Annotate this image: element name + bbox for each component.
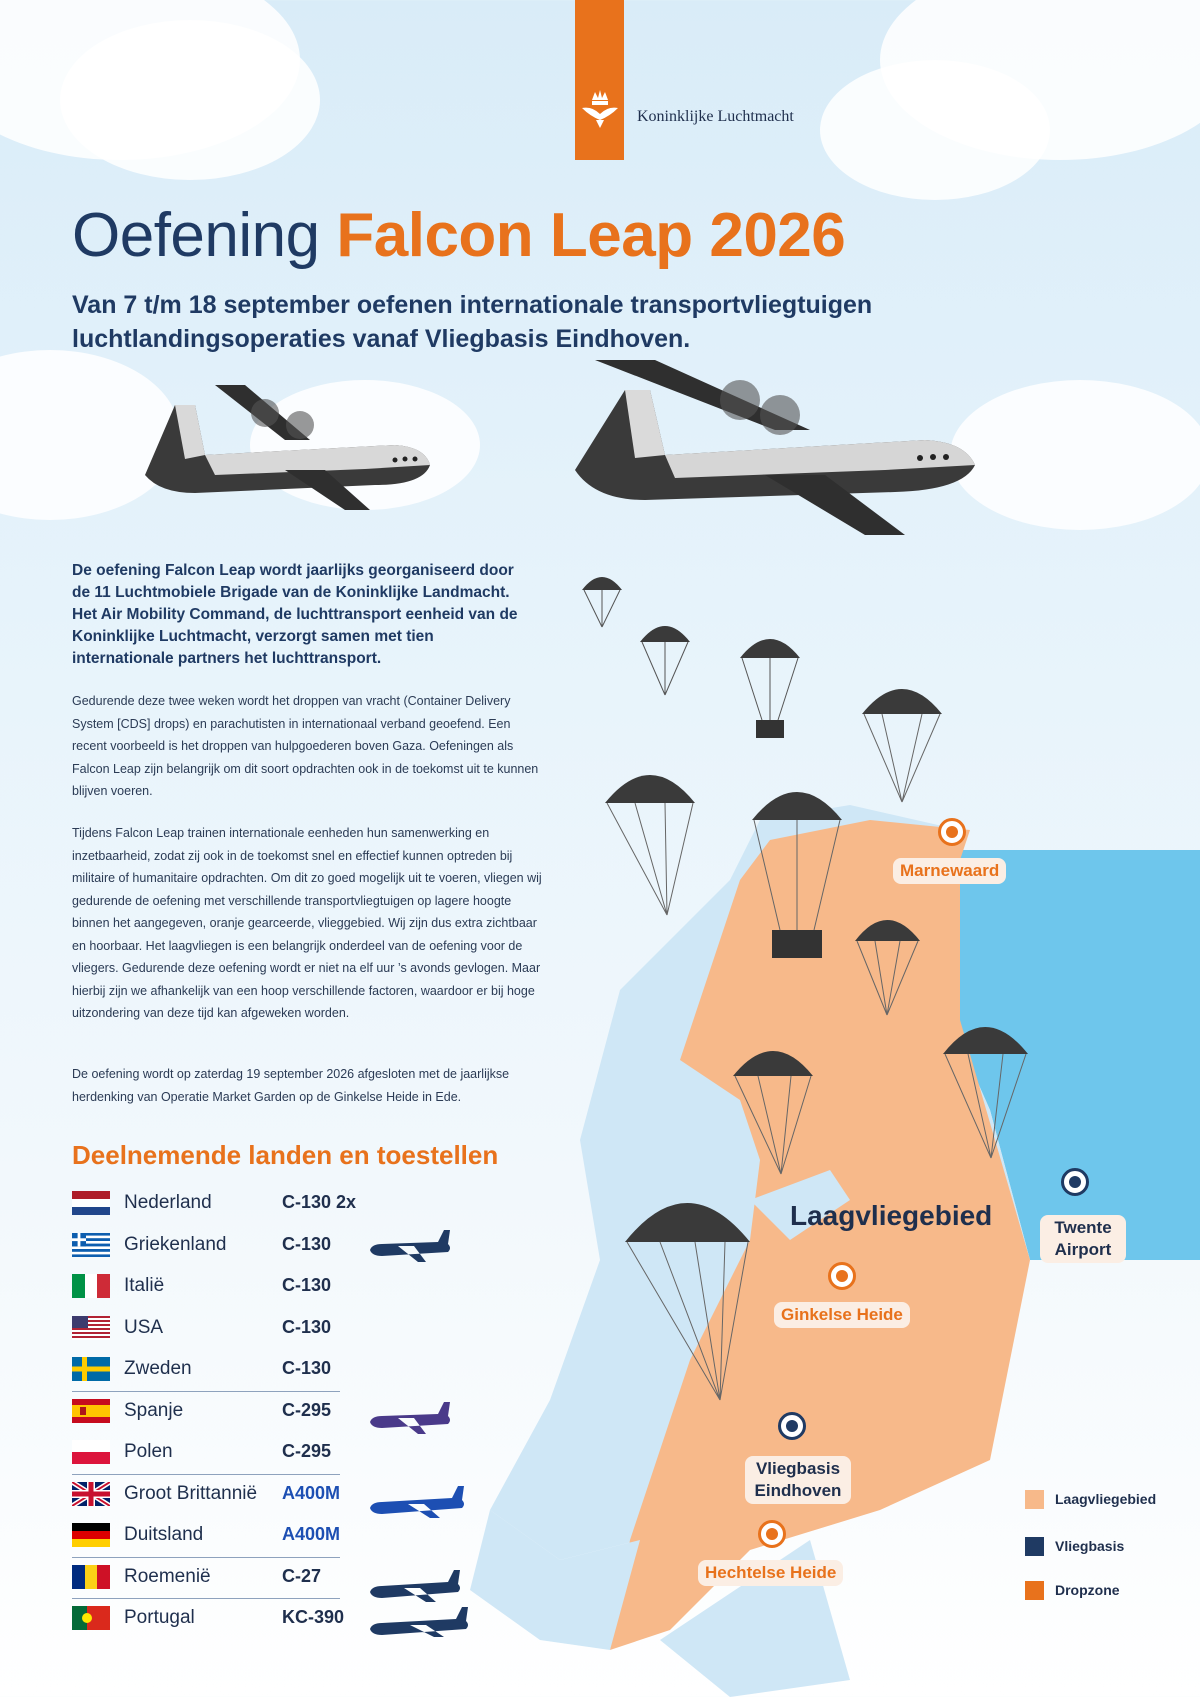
country-row	[72, 1307, 372, 1349]
flag-it-icon	[72, 1274, 110, 1298]
cloud	[820, 60, 1050, 200]
aircraft-type: C-130	[282, 1358, 332, 1378]
dropzone-marker	[758, 1520, 786, 1548]
c130-aircraft-illustration	[135, 385, 435, 515]
body-paragraph-1: Gedurende deze twee weken wordt het droppen van vracht (Container Delivery System [CDS] drops) en parachutisten in internationaal verband geoefend. Een recent voorbeeld is het droppen van hulpgoederen boven Gaza. Oefeningen als Falcon Leap zijn belangrijk om dit soort opdrachten ook in de toekomst uit te kunnen blijven voeren.	[72, 694, 539, 798]
a400m-silhouette-icon	[368, 1484, 468, 1520]
place-ginkelse-heide: Ginkelse Heide	[774, 1302, 910, 1328]
aircraft-type: C-295	[282, 1441, 332, 1461]
country-name: Roemenië	[124, 1565, 211, 1587]
parachute-illustration	[625, 1190, 750, 1410]
flag-us-icon	[72, 1316, 110, 1340]
place-vliegbasis-eindhoven: Vliegbasis Eindhoven	[745, 1456, 851, 1504]
c27-silhouette-icon	[368, 1568, 463, 1604]
place-marnewaard: Marnewaard	[893, 858, 1006, 884]
title-lead: Oefening	[72, 201, 320, 270]
aircraft-type: A400M	[282, 1524, 341, 1544]
divider	[72, 1474, 340, 1475]
crown-wings-icon	[582, 86, 618, 130]
country-row	[72, 1431, 372, 1473]
parachute-illustration	[862, 680, 942, 810]
c295-silhouette-icon	[368, 1400, 453, 1436]
logo-tab	[575, 0, 624, 160]
aircraft-type: C-130	[282, 1316, 332, 1337]
country-name: Portugal	[124, 1607, 195, 1628]
cargo-parachute-illustration	[740, 632, 800, 742]
aircraft-type: C-130 2x	[282, 1192, 357, 1212]
page-title	[72, 200, 845, 271]
aircraft-type: A400M	[282, 1482, 341, 1503]
flag-ro-icon	[72, 1565, 110, 1589]
aircraft-type: C-130	[282, 1275, 332, 1295]
parachute-illustration	[640, 620, 690, 700]
aircraft-type: C-295	[282, 1399, 332, 1420]
flag-de-icon	[72, 1523, 110, 1547]
divider	[72, 1598, 340, 1599]
org-name: Koninklijke Luchtmacht	[637, 108, 794, 125]
legend-swatch	[1025, 1581, 1044, 1600]
country-name: Griekenland	[124, 1233, 227, 1255]
legend-label: Vliegbasis	[1055, 1538, 1125, 1554]
countries-list	[72, 1182, 372, 1639]
airbase-marker	[778, 1412, 806, 1440]
countries-section-title: Deelnemende landen en toestellen	[72, 1140, 499, 1170]
body-paragraph-2: Tijdens Falcon Leap trainen internationale eenheden hun samenwerking en inzetbaarheid, zodat zij ook in de toekomst snel en effectief kunnen optreden bij militaire of humanitaire opdrachten. Om dit zo goed mogelijk uit te voeren, vliegen wij gedurende de oefening met verschillende transportvliegtuigen op lagere hoogte binnen het aangegeven, oranje gearceerde, vlieggebied. Wij zijn dus extra zichtbaar en hoorbaar. Het laagvliegen is een belangrijk onderdeel van de oefening voor de vliegers. Gedurende deze oefening wordt er niet na elf uur ’s avonds gevlogen. Maar hierbij zijn we afhankelijk van een hoop verschillende factoren, waardoor er bij hoge uitzondering van deze tijd kan afgeweken worden.	[72, 826, 542, 1020]
country-row	[72, 1556, 372, 1598]
intro-text: De oefening Falcon Leap wordt jaarlijks georganiseerd door de 11 Luchtmobiele Brigade van de Koninklijke Landmacht. Het Air Mobility Command, de luchttransport eenheid van de Koninklijke Luchtmacht, verzorgt samen met tien internationale partners het luchttransport.	[72, 562, 518, 667]
c130-aircraft-illustration-large	[565, 360, 985, 540]
country-row	[72, 1182, 372, 1224]
country-row	[72, 1224, 372, 1266]
aircraft-type: KC-390	[282, 1607, 345, 1627]
c130-silhouette-icon	[368, 1228, 453, 1264]
divider	[72, 1557, 340, 1558]
country-row	[72, 1265, 372, 1307]
map-area-label: Laagvliegebied	[790, 1200, 993, 1231]
cloud	[950, 380, 1200, 530]
parachute-illustration	[943, 1018, 1028, 1168]
page-subtitle: Van 7 t/m 18 september oefenen internationale transportvliegtuigen luchtlandingsoperaties vanaf Vliegbasis Eindhoven.	[72, 291, 873, 353]
cloud	[60, 20, 320, 180]
parachute-illustration	[855, 913, 920, 1023]
flag-es-icon	[72, 1399, 110, 1423]
country-row	[72, 1597, 372, 1639]
country-name: Nederland	[124, 1192, 212, 1213]
country-name: Groot Brittannië	[124, 1482, 258, 1504]
flag-pl-icon	[72, 1440, 110, 1464]
parachute-illustration	[733, 1042, 813, 1182]
place-twente-airport: Twente Airport	[1040, 1215, 1126, 1263]
flag-gr-icon	[72, 1233, 110, 1257]
parachute-illustration	[605, 765, 695, 925]
country-name: Italië	[124, 1275, 165, 1296]
body-paragraph-3: De oefening wordt op zaterdag 19 september 2026 afgesloten met de jaarlijkse herdenking van Operatie Market Garden op de Ginkelse Heide in Ede.	[72, 1067, 510, 1104]
country-row	[72, 1514, 372, 1556]
legend-swatch	[1025, 1537, 1044, 1556]
country-name: Zweden	[124, 1358, 192, 1379]
flag-gb-icon	[72, 1482, 110, 1506]
aircraft-type: C-27	[282, 1565, 322, 1586]
aircraft-type: C-130	[282, 1233, 332, 1254]
dropzone-marker	[938, 818, 966, 846]
cargo-parachute-illustration	[752, 782, 842, 962]
title-accent: Falcon Leap 2026	[336, 201, 846, 270]
country-name: Spanje	[124, 1399, 184, 1421]
country-row	[72, 1348, 372, 1390]
flag-pt-icon	[72, 1606, 110, 1630]
country-row	[72, 1390, 372, 1432]
airbase-marker	[1061, 1168, 1089, 1196]
parachute-illustration	[582, 572, 622, 632]
place-hechtelse-heide: Hechtelse Heide	[698, 1560, 843, 1586]
legend-label: Laagvliegebied	[1055, 1491, 1157, 1507]
country-name: Polen	[124, 1441, 173, 1462]
dropzone-marker	[828, 1262, 856, 1290]
legend-label: Dropzone	[1055, 1582, 1120, 1598]
country-name: Duitsland	[124, 1524, 204, 1545]
country-row	[72, 1473, 372, 1515]
kc390-silhouette-icon	[368, 1605, 473, 1639]
legend-swatch	[1025, 1490, 1044, 1509]
flag-se-icon	[72, 1357, 110, 1381]
country-name: USA	[124, 1316, 164, 1338]
flag-nl-icon	[72, 1191, 110, 1215]
divider	[72, 1391, 340, 1392]
